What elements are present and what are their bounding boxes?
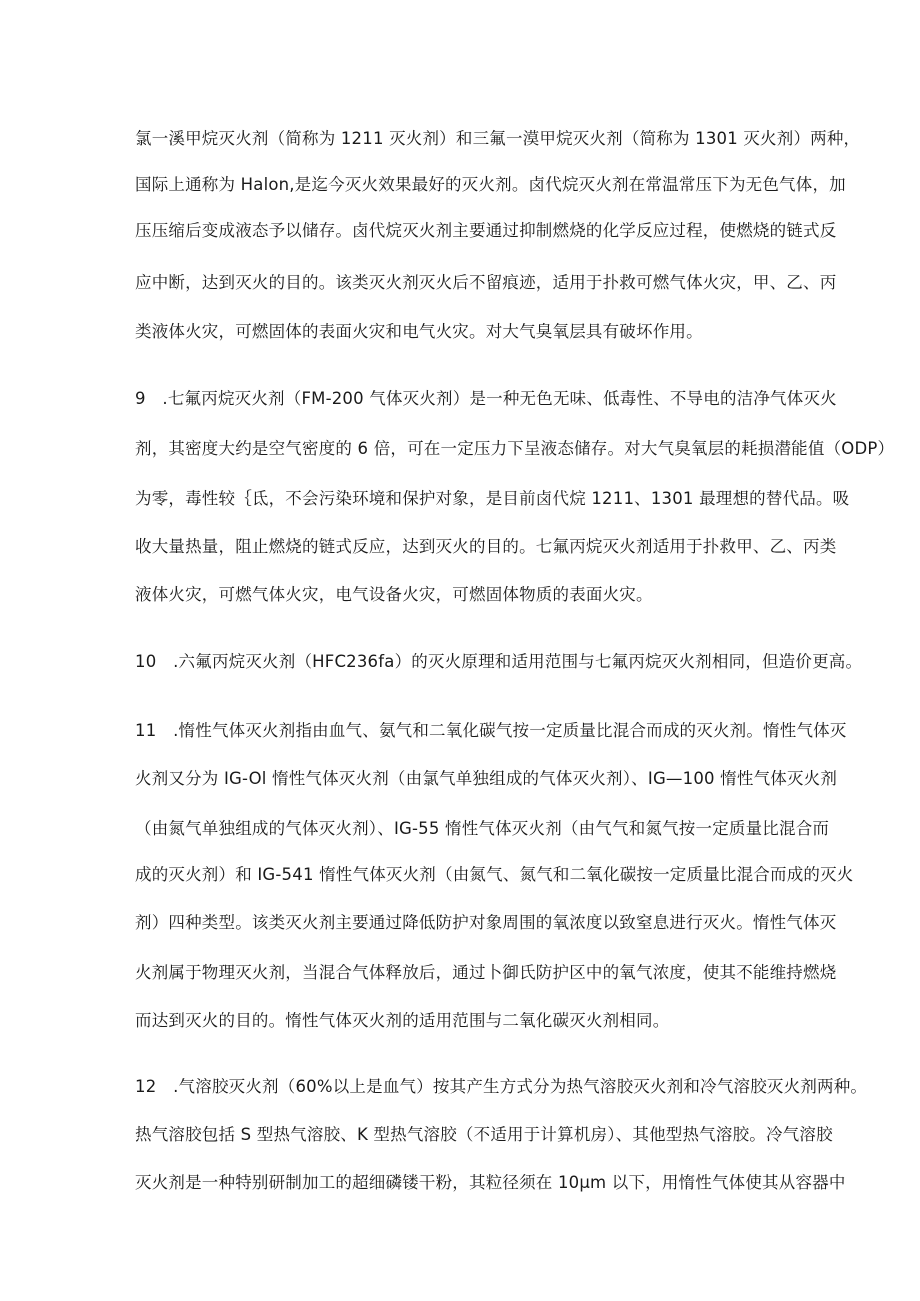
paragraph-4-line-3: （由氮气单独组成的气体灭火剂）、IG-55 惰性气体灭火剂（由气气和氮气按一定质量比混合而 (135, 819, 830, 838)
paragraph-5-line-3: 灭火剂是一种特别研制加工的超细磷镂干粉，其粒径须在 10μm 以下，用惰性气体使其从容器中 (135, 1173, 846, 1192)
paragraph-2-line-3: 为零，毒性较｛氐，不会污染环境和保护对象，是目前卤代烷 1211、1301 最理想的替代品。吸 (135, 489, 850, 508)
paragraph-2-line-4: 收大量热量，阻止燃烧的链式反应，达到灭火的目的。七氟丙烷灭火剂适用于扑救甲、乙、丙类 (135, 537, 837, 556)
paragraph-4-line-5: 剂）四种类型。该类灭火剂主要通过降低防护对象周围的氧浓度以致窒息进行灭火。惰性气体灭 (135, 913, 837, 932)
paragraph-5-line-2: 热气溶胶包括 S 型热气溶胶、K 型热气溶胶（不适用于计算机房）、其他型热气溶胶。冷气溶胶 (135, 1125, 833, 1144)
paragraph-4-line-4: 成的灭火剂）和 IG-541 惰性气体灭火剂（由氮气、氮气和二氧化碳按一定质量比混合而成的灭火 (135, 865, 854, 884)
paragraph-1-line-2: 国际上通称为 Halon,是迄今灭火效果最好的灭火剂。卤代烷灭火剂在常温常压下为无色气体，加 (135, 175, 846, 194)
paragraph-1-line-5: 类液体火灾，可燃固体的表面火灾和电气火灾。对大气臭氧层具有破坏作用。 (135, 322, 703, 341)
paragraph-3-line-1: 10 .六氟丙烷灭火剂（HFC236fa）的灭火原理和适用范围与七氟丙烷灭火剂相同，但造价更高。 (135, 652, 863, 671)
paragraph-2-line-5: 液体火灾，可燃气体火灾，电气设备火灾，可燃固体物质的表面火灾。 (135, 585, 653, 604)
paragraph-4-line-2: 火剂又分为 IG-Ol 惰性气体灭火剂（由氯气单独组成的气体灭火剂）、IG—100 惰性气体灭火剂 (135, 769, 838, 788)
paragraph-4-line-1: 11 .惰性气体灭火剂指由血气、氨气和二氧化碳气按一定质量比混合而成的灭火剂。惰性气体灭 (135, 721, 847, 740)
paragraph-1-line-4: 应中断，达到灭火的目的。该类灭火剂灭火后不留痕迹，适用于扑救可燃气体火灾，甲、乙、丙 (135, 273, 837, 292)
paragraph-1-line-1: 氯一溪甲烷灭火剂（简称为 1211 灭火剂）和三氟一漠甲烷灭火剂（简称为 1301 灭火剂）两种， (135, 129, 861, 148)
paragraph-5-line-1: 12 .气溶胶灭火剂（60%以上是血气）按其产生方式分为热气溶胶灭火剂和冷气溶胶灭火剂两种。 (135, 1077, 868, 1096)
paragraph-2-line-2: 剂，其密度大约是空气密度的 6 倍，可在一定压力下呈液态储存。对大气臭氧层的耗损潜能值（ODP） (135, 439, 895, 458)
paragraph-4-line-7: 而达到灭火的目的。惰性气体灭火剂的适用范围与二氧化碳灭火剂相同。 (135, 1011, 670, 1030)
paragraph-1-line-3: 压压缩后变成液态予以储存。卤代烷灭火剂主要通过抑制燃烧的化学反应过程，使燃烧的链式反 (135, 221, 837, 240)
paragraph-4-line-6: 火剂属于物理灭火剂，当混合气体释放后，通过卜御氏防护区中的氧气浓度，使其不能维持燃烧 (135, 963, 837, 982)
paragraph-2-line-1: 9 .七氟丙烷灭火剂（FM-200 气体灭火剂）是一种无色无味、低毒性、不导电的洁净气体灭火 (135, 389, 837, 408)
